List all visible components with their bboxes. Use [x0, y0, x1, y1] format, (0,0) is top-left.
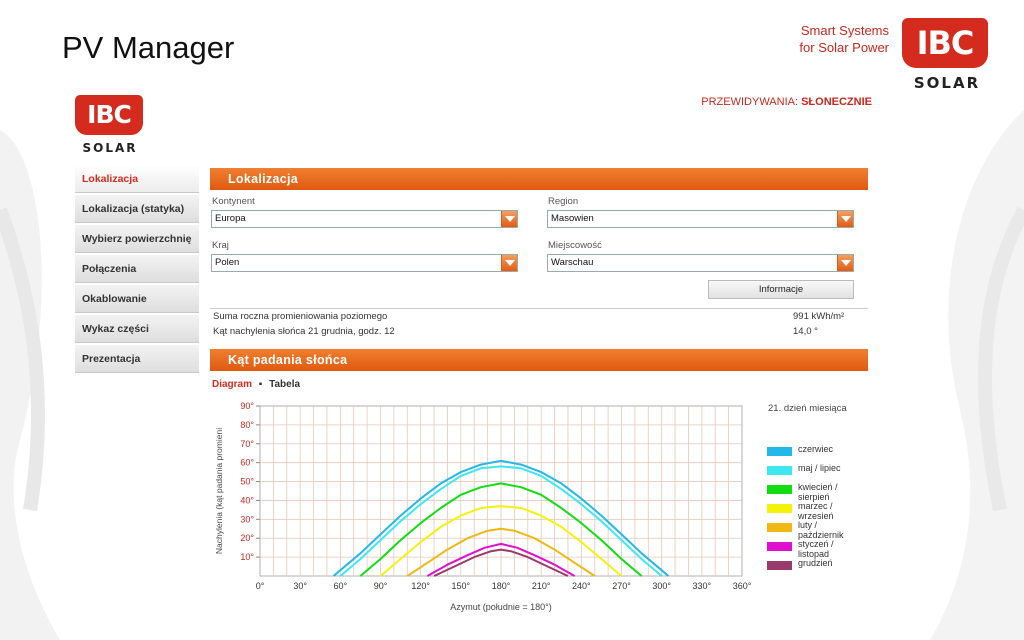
legend-swatch	[767, 523, 792, 532]
tab-diagram[interactable]: Diagram	[212, 379, 253, 390]
legend-label: kwiecień / sierpień	[798, 482, 838, 502]
legend-label: luty / październik	[798, 520, 844, 540]
x-tick-label: 90°	[373, 581, 388, 591]
y-tick-label: 80°	[240, 419, 254, 430]
ibc-logo-solar: SOLAR	[913, 74, 981, 92]
x-tick-label: 180°	[491, 581, 511, 591]
pv-manager-app	[65, 88, 875, 640]
chevron-down-icon[interactable]	[837, 211, 853, 227]
sidebar-nav	[75, 165, 199, 375]
stat-value: 991 kWh/m²	[793, 311, 845, 322]
x-tick-label: 60°	[333, 581, 348, 591]
stat-label: Kąt nachylenia słońca 21 grudnia, godz. 12	[213, 326, 395, 337]
country-label: Kraj	[212, 240, 229, 251]
y-axis-label: Nachylenia (kąt padania promieni	[214, 427, 224, 555]
sun-angle-chart	[210, 394, 760, 616]
legend-label: marzec / wrzesień	[798, 501, 834, 521]
legend-label: maj / lipiec	[798, 463, 841, 473]
region-select[interactable]	[547, 210, 854, 228]
city-select[interactable]	[547, 254, 854, 272]
sidebar-item-wybierz-powierzchnie[interactable]: Wybierz powierzchnię	[75, 225, 199, 253]
continent-value: Europa	[215, 213, 246, 224]
sidebar-item-wykaz-czesci[interactable]: Wykaz części	[75, 315, 199, 343]
forecast-label: PRZEWIDYWANIA:	[701, 96, 799, 108]
slide-title: PV Manager	[62, 30, 235, 65]
chevron-down-icon[interactable]	[501, 211, 517, 227]
tab-tabela[interactable]: Tabela	[269, 379, 301, 390]
stat-row-sun-angle	[210, 324, 868, 339]
x-tick-label: 120°	[411, 581, 430, 591]
forecast-value: SŁONECZNIE	[801, 96, 872, 108]
location-stats	[210, 308, 868, 339]
y-tick-label: 20°	[240, 533, 254, 544]
ibc-solar-logo	[902, 18, 992, 98]
legend-swatch	[767, 561, 792, 570]
x-tick-label: 210°	[531, 581, 551, 591]
chevron-down-icon[interactable]	[501, 255, 517, 271]
sidebar-item-polaczenia[interactable]: Połączenia	[75, 255, 199, 283]
x-tick-label: 150°	[451, 581, 471, 591]
location-section-header: Lokalizacja	[210, 168, 868, 190]
app-logo	[75, 95, 145, 155]
view-tabs	[212, 379, 300, 390]
region-label: Region	[548, 196, 579, 207]
tagline-line-2: for Solar Power	[799, 40, 889, 55]
tab-separator: ▪	[258, 379, 263, 390]
y-tick-label: 70°	[240, 438, 254, 449]
legend-swatch	[767, 485, 792, 494]
info-button[interactable]: Informacje	[708, 280, 854, 299]
y-tick-label: 40°	[240, 495, 254, 506]
country-select[interactable]	[211, 254, 518, 272]
x-tick-label: 30°	[293, 581, 307, 591]
app-logo-mark: IBC	[75, 95, 143, 135]
sidebar-item-lokalizacja-statyka[interactable]: Lokalizacja (statyka)	[75, 195, 199, 223]
x-tick-label: 360°	[732, 581, 752, 591]
app-logo-solar: SOLAR	[82, 141, 138, 155]
city-value: Warschau	[551, 257, 594, 268]
continent-select[interactable]	[211, 210, 518, 228]
legend-swatch	[767, 466, 792, 475]
sidebar-item-lokalizacja[interactable]: Lokalizacja	[75, 165, 199, 193]
legend-label: czerwiec	[798, 444, 834, 454]
ibc-logo-mark: IBC	[902, 18, 988, 68]
x-tick-label: 330°	[692, 581, 712, 591]
sidebar-item-okablowanie[interactable]: Okablowanie	[75, 285, 199, 313]
y-tick-label: 50°	[240, 476, 254, 487]
tagline-line-1: Smart Systems	[800, 23, 889, 38]
region-value: Masowien	[551, 213, 594, 224]
stat-value: 14,0 °	[793, 326, 818, 337]
continent-label: Kontynent	[212, 196, 255, 207]
x-tick-label: 270°	[612, 581, 631, 591]
city-label: Miejscowość	[548, 240, 602, 251]
stat-row-annual-irradiation	[210, 309, 868, 324]
x-tick-label: 300°	[652, 581, 671, 591]
chevron-down-icon[interactable]	[837, 255, 853, 271]
y-tick-label: 10°	[240, 552, 254, 563]
x-tick-label: 0°	[255, 581, 265, 591]
sidebar-item-prezentacja[interactable]: Prezentacja	[75, 345, 199, 373]
y-tick-label: 30°	[240, 514, 254, 525]
country-value: Polen	[215, 257, 240, 268]
stat-label: Suma roczna promieniowania poziomego	[213, 311, 388, 322]
legend-label: styczeń / listopad	[798, 539, 834, 559]
legend-swatch	[767, 504, 792, 513]
brand-tagline	[799, 22, 889, 56]
y-tick-label: 90°	[240, 401, 254, 411]
x-tick-label: 240°	[572, 581, 591, 591]
legend-swatch	[767, 542, 792, 551]
legend-title: 21. dzień miesiąca	[768, 403, 847, 414]
x-axis-label: Azymut (południe = 180°)	[450, 602, 552, 612]
sun-angle-section-header: Kąt padania słońca	[210, 349, 868, 371]
forecast-status	[701, 96, 872, 108]
y-tick-label: 60°	[240, 457, 254, 468]
legend-label: grudzień	[798, 558, 833, 568]
legend-swatch	[767, 447, 792, 456]
